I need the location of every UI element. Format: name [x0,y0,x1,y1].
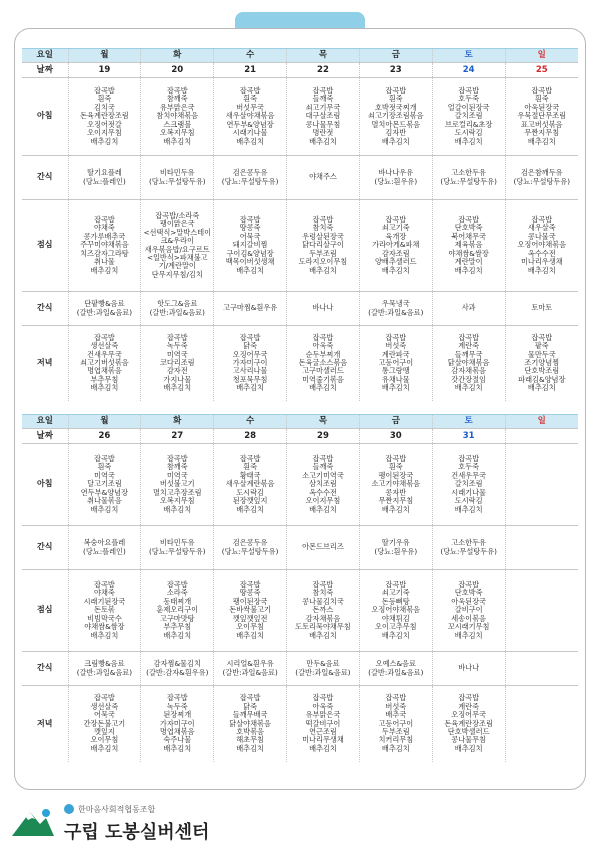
menu-cell-dinner: 잡곡밥 계란죽 들깨무국 닭살야채볶음 감자채볶음 갓간장절임 배추김치 [432,326,505,401]
menu-cell-dinner [505,686,578,762]
date-cell: 28 [214,429,287,444]
meal-label-snack_am: 간식 [22,526,68,570]
menu-cell-snack_pm: 바나나 [432,652,505,686]
meal-label-breakfast: 아침 [22,78,68,156]
menu-cell-snack_pm: 크림빵&음료 (갈반:과일&음료) [68,652,141,686]
menu-cell-lunch: 잡곡밥 새우살죽 콩나물국 오징어야채볶음 옥수수전 미나리우생채 배추김치 [505,200,578,292]
menu-cell-snack_am: 딸기우유 (당뇨:흰우유) [359,526,432,570]
menu-cell-snack_am: 딸기요플레 (당뇨:플레인) [68,156,141,200]
menu-cell-dinner: 잡곡밥 아욱죽 순두부찌개 돈육굴소스볶음 고구마샐러드 미역줄기볶음 배추김치 [287,326,360,401]
weekday-2: 수 [214,415,287,429]
menu-cell-breakfast: 잡곡밥 들깨죽 소고기미역국 삼치조림 옥수수전 오이지무침 배추김치 [287,444,360,526]
menu-cell-snack_pm: 고구마찜&흰우유 [214,292,287,326]
menu-cell-lunch: 잡곡밥 땅콩죽 어묵국 돼지갈비찜 구이김&양념장 백목이버섯생채 배추김치 [214,200,287,292]
menu-cell-breakfast: 잡곡밥 들깨죽 쇠고기무국 대구살조림 콩나물무침 명란젓 배추김치 [287,78,360,156]
menu-cell-dinner: 잡곡밥 닭죽 오징어무국 가자미구이 고사리나물 청포묵무침 배추김치 [214,326,287,401]
menu-cell-snack_am [505,526,578,570]
meal-label-dinner: 저녁 [22,326,68,401]
menu-cell-snack_am: 검은콩두유 (당뇨:무설탕두유) [214,526,287,570]
menu-cell-snack_am: 비타민두유 (당뇨:무설탕두유) [141,526,214,570]
menu-cell-snack_pm: 만두&음료 (갈반:과일&음료) [287,652,360,686]
menu-cell-lunch [505,570,578,652]
menu-cell-snack_am: 검은콩두유 (당뇨:무설탕두유) [214,156,287,200]
weekday-6: 일 [505,415,578,429]
weekday-3: 목 [287,49,360,63]
footer [0,796,600,849]
menu-cell-snack_am: 비타민두유 (당뇨:무설탕두유) [141,156,214,200]
meal-label-dinner: 저녁 [22,686,68,762]
menu-cell-dinner: 잡곡밥 팥죽 물만두국 조기양념찜 단호박조림 파래김&양념장 배추김치 [505,326,578,401]
date-cell: 24 [432,63,505,78]
date-cell: 31 [432,429,505,444]
menu-cell-lunch: 잡곡밥/소라죽 팽이맑은국 <선택식>말박스테이 크&우라이 새우볶음밥/요구르트 <일반식>파채불고 기/계란말이 단무지무침/김치 [141,200,214,292]
menu-cell-lunch: 잡곡밥 쇠고기죽 육개장 가라아게&파채 감자조림 양배추샐러드 배추김치 [359,200,432,292]
menu-cell-breakfast [505,444,578,526]
menu-cell-dinner: 잡곡밥 버섯죽 계란파국 고등어구이 통그랑땡 유채나물 배추김치 [359,326,432,401]
menu-cell-dinner: 잡곡밥 생선살죽 건새우무국 쇠고기버섯볶음 명엽채볶음 부추무침 배추김치 [68,326,141,401]
meal-label-lunch: 점심 [22,570,68,652]
date-cell: 25 [505,63,578,78]
mountain-logo-icon [10,806,56,838]
meal-row-breakfast [22,444,578,526]
meal-row-breakfast [22,78,578,156]
meal-row-lunch [22,200,578,292]
menu-cell-snack_pm [505,652,578,686]
meal-row-dinner [22,686,578,762]
menu-cell-snack_am: 아몬드브리즈 [287,526,360,570]
menu-cell-lunch: 잡곡밥 단호박죽 아욱된장국 갈비구이 세송이볶음 꼬시래기무침 배추김치 [432,570,505,652]
menu-cell-snack_am: 고소한두유 (당뇨:무설탕두유) [432,526,505,570]
week-table-1 [22,48,578,401]
weekday-4: 금 [359,415,432,429]
meal-label-breakfast: 아침 [22,444,68,526]
menu-cell-snack_am: 바나나우유 (당뇨:흰우유) [359,156,432,200]
menu-cell-breakfast: 잡곡밥 호두죽 얼갈이된장국 갈치조림 브로컬리&초장 도시락김 배추김치 [432,78,505,156]
menu-cell-dinner: 잡곡밥 계란죽 오징어무국 돈육계란장조림 단호박샐러드 콩나물무침 배추김치 [432,686,505,762]
date-row [22,429,578,444]
org-sub-icon [64,804,74,814]
weekday-0: 월 [68,49,141,63]
meal-label-snack_pm: 간식 [22,652,68,686]
meal-label-snack_am: 간식 [22,156,68,200]
date-cell: 19 [68,63,141,78]
weekday-label: 요일 [22,49,68,63]
weekday-0: 월 [68,415,141,429]
weekday-6: 일 [505,49,578,63]
meal-label-snack_pm: 간식 [22,292,68,326]
menu-cell-snack_pm: 오예스&음료 (갈반:과일&음료) [359,652,432,686]
menu-cell-snack_pm: 핫도그&음료 (갈반:과일&음료) [141,292,214,326]
weekday-header-row [22,415,578,429]
menu-cell-breakfast: 잡곡밥 흰죽 미역국 달고기조림 연두부&양념장 취나물볶음 배추김치 [68,444,141,526]
meal-row-snack_pm [22,652,578,686]
menu-cell-lunch: 잡곡밥 쇠고기죽 돈등뼈탕 오징어야채볶음 야채튀김 오이고추무침 배추김치 [359,570,432,652]
menu-cell-snack_pm: 바나나 [287,292,360,326]
week-table-2 [22,414,578,762]
weekday-header-row [22,49,578,63]
weekday-5: 토 [432,415,505,429]
menu-cell-snack_pm: 단팥빵&음료 (갈반:과일&음료) [68,292,141,326]
date-cell: 23 [359,63,432,78]
menu-cell-breakfast: 잡곡밥 흰죽 황태국 새우살계란볶음 도시락김 된장깻잎지 배추김치 [214,444,287,526]
date-label: 날짜 [22,429,68,444]
menu-cell-breakfast: 잡곡밥 흰죽 버섯무국 새우살야채볶음 연두부&양념장 시래기나물 배추김치 [214,78,287,156]
meal-row-snack_pm [22,292,578,326]
menu-cell-lunch: 잡곡밥 땅콩죽 팽이된장국 돈바싹불고기 깻잎깻잎전 오이무침 배추김치 [214,570,287,652]
date-cell: 26 [68,429,141,444]
meal-row-snack_am [22,156,578,200]
menu-cell-dinner: 잡곡밥 녹두죽 된장찌개 가자미구이 명엽채볶음 숙주나물 배추김치 [141,686,214,762]
date-cell: 20 [141,63,214,78]
menu-cell-breakfast: 잡곡밥 참깨죽 유부맑은국 참치야채볶음 스크램블 오복지무침 배추김치 [141,78,214,156]
menu-cell-dinner: 잡곡밥 아욱죽 유부맑은국 떡갈비구이 연근조림 미나리무생채 배추김치 [287,686,360,762]
date-row [22,63,578,78]
date-cell: 27 [141,429,214,444]
date-cell [505,429,578,444]
meal-label-lunch: 점심 [22,200,68,292]
weekday-label: 요일 [22,415,68,429]
menu-cell-breakfast: 잡곡밥 흰죽 김치국 돈육계란장조림 오징어젓갈 오이지무침 배추김치 [68,78,141,156]
menu-cell-snack_am: 고소한두유 (당뇨:무설탕두유) [432,156,505,200]
menu-cell-lunch: 잡곡밥 참치죽 우렁살된장국 닭다리살구이 두부조림 도라지오이무침 배추김치 [287,200,360,292]
menu-cell-lunch: 잡곡밥 단호박죽 북어채무국 제육볶음 야채쌈&쌈장 계란말이 배추김치 [432,200,505,292]
meal-row-lunch [22,570,578,652]
menu-cell-lunch: 잡곡밥 야채죽 콩가루배추국 주꾸미야채볶음 치즈감자그라탕 취나물 배추김치 [68,200,141,292]
menu-cell-breakfast: 잡곡밥 참깨죽 미역국 버섯불고기 멸치고추장조림 오복지무침 배추김치 [141,444,214,526]
menu-cell-snack_pm: 우묵냉국 (갈반:과일&음료) [359,292,432,326]
date-cell: 21 [214,63,287,78]
menu-cell-dinner: 잡곡밥 생선살죽 어묵국 간장돈불고기 깻잎지 오이무침 배추김치 [68,686,141,762]
date-cell: 29 [287,429,360,444]
weekday-1: 화 [141,415,214,429]
menu-cell-dinner: 잡곡밥 닭죽 들깨무배국 닭살야채볶음 호박볶음 해초무침 배추김치 [214,686,287,762]
menu-cell-lunch: 잡곡밥 참치죽 콩나물김치국 돈까스 감자채볶음 도토리묵야채무침 배추김치 [287,570,360,652]
org-subtitle: 한마음사회적협동조합 [78,805,156,814]
menu-cell-dinner: 잡곡밥 버섯죽 배추국 고등어구이 두부조림 치커리무침 배추김치 [359,686,432,762]
weekday-4: 금 [359,49,432,63]
menu-cell-breakfast: 잡곡밥 흰죽 아욱된장국 우묵절단무조림 표고버섯볶음 무짠지무침 배추김치 [505,78,578,156]
weekday-5: 토 [432,49,505,63]
menu-cell-snack_am: 야채주스 [287,156,360,200]
menu-cell-breakfast: 잡곡밥 호두죽 건새우무국 갈치조림 시래기나물 도시락김 배추김치 [432,444,505,526]
menu-cell-snack_am: 검은참깨두유 (당뇨:무설탕두유) [505,156,578,200]
menu-cell-snack_pm: 사과 [432,292,505,326]
menu-cell-snack_pm: 토마토 [505,292,578,326]
menu-cell-snack_pm: 감자찜&물김치 (갈반:감자&흰우유) [141,652,214,686]
weekday-3: 목 [287,415,360,429]
menu-cell-lunch: 잡곡밥 소라죽 동태찌개 훈제오리구이 고구마맛탕 부추무침 배추김치 [141,570,214,652]
menu-cell-dinner: 잡곡밥 녹두죽 미역국 코다리조림 감자전 가지나물 배추김치 [141,326,214,401]
menu-cell-breakfast: 잡곡밥 흰죽 팽이된장국 소고기야채볶음 콩자반 무짠지무침 배추김치 [359,444,432,526]
menu-cell-snack_am: 복숭아요플레 (당뇨:플레인) [68,526,141,570]
date-cell: 22 [287,63,360,78]
meal-row-dinner [22,326,578,401]
meal-row-snack_am [22,526,578,570]
org-title: 구립 도봉실버센터 [64,822,210,843]
date-label: 날짜 [22,63,68,78]
date-cell: 30 [359,429,432,444]
menu-cell-snack_pm: 시리얼&흰우유 (갈반:과일&음료) [214,652,287,686]
weekday-1: 화 [141,49,214,63]
menu-cell-lunch: 잡곡밥 야채죽 시래기된장국 돈토볶 비빔막국수 야채쌈&쌈장 배추김치 [68,570,141,652]
menu-cell-breakfast: 잡곡밥 흰죽 호박젓국찌개 쇠고기장조림볶음 멸치아몬드볶음 김자반 배추김치 [359,78,432,156]
weekday-2: 수 [214,49,287,63]
